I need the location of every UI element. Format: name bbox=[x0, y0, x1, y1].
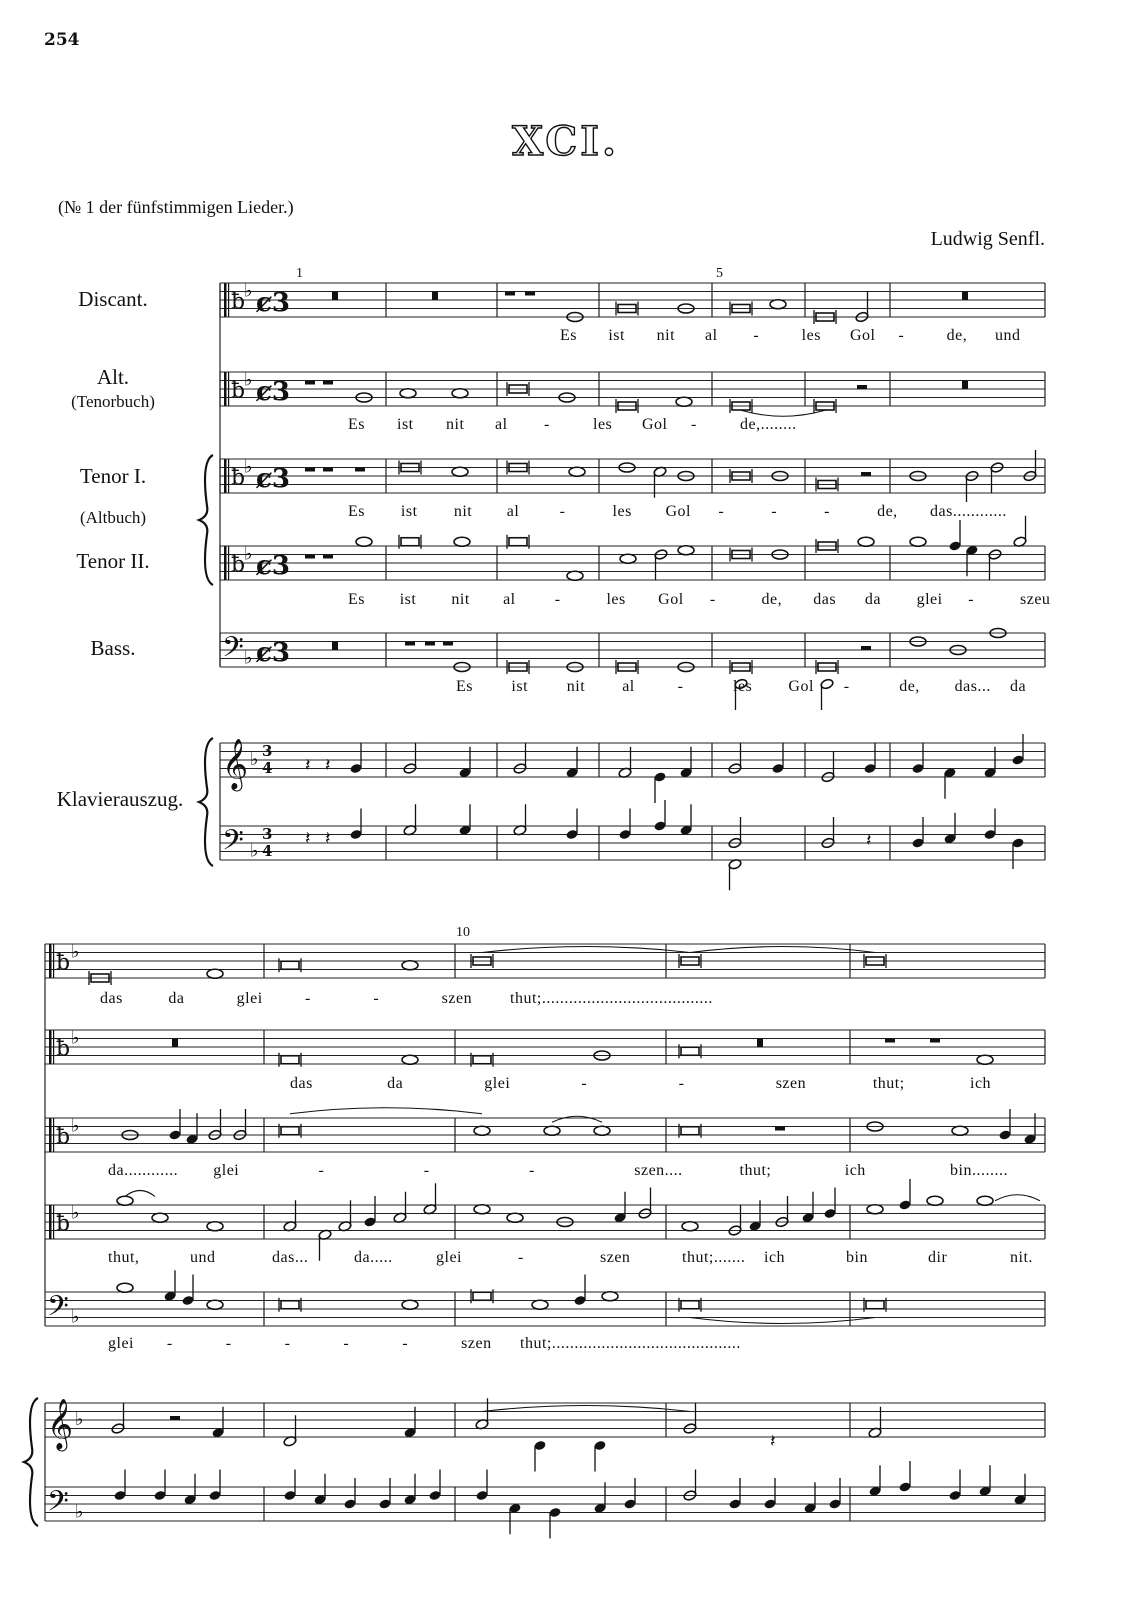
c-clef-icon bbox=[49, 1205, 52, 1239]
tie-icon bbox=[482, 947, 690, 953]
part-sublabel-tenorbuch: (Tenorbuch) bbox=[71, 392, 155, 411]
lyric-s1-bass-syllable: - bbox=[843, 678, 850, 695]
lyric-s1-tenor2-syllable: Es bbox=[348, 591, 365, 608]
flat-icon: ♭ bbox=[244, 280, 253, 302]
lyric-s1-alt-syllable: ist bbox=[397, 416, 414, 433]
whole-note-icon bbox=[977, 1055, 993, 1064]
lyric-s2-tenor2-syllable: da..... bbox=[354, 1249, 393, 1266]
lyric-s1-tenor1-syllable: das............ bbox=[930, 503, 1007, 520]
breve-note-icon bbox=[401, 538, 419, 546]
bass-clef-icon: 𝄢 bbox=[222, 823, 244, 864]
measure-number-1: 1 bbox=[296, 266, 303, 281]
lyric-s2-tenor1-syllable: szen.... bbox=[634, 1162, 683, 1179]
lyric-s2-tenor1-syllable: ich bbox=[844, 1162, 866, 1179]
lyric-s1-discant-syllable: Gol bbox=[850, 327, 876, 344]
whole-rest-icon bbox=[323, 468, 333, 472]
c-clef-icon bbox=[224, 283, 227, 317]
lyric-s1-tenor1-syllable: Es bbox=[348, 503, 365, 520]
flat-icon: ♭ bbox=[250, 840, 259, 862]
whole-note-icon bbox=[117, 1283, 133, 1292]
whole-note-icon bbox=[977, 1196, 993, 1205]
c-clef-icon bbox=[49, 1118, 52, 1152]
part-label-tenor1: Tenor I. bbox=[79, 464, 147, 488]
piece-title: XCI. bbox=[512, 118, 619, 165]
whole-note-icon bbox=[207, 969, 223, 978]
lyric-s1-discant-syllable: les bbox=[801, 327, 821, 344]
tie-icon bbox=[290, 1108, 482, 1114]
whole-note-icon bbox=[452, 467, 468, 476]
lyric-s1-bass-syllable: les bbox=[733, 678, 753, 695]
lyric-s2-alt-syllable: da bbox=[387, 1075, 404, 1092]
lyric-s2-tenor1-syllable: - bbox=[529, 1162, 535, 1179]
whole-note-icon bbox=[682, 1222, 698, 1231]
whole-note-icon bbox=[927, 1196, 943, 1205]
lyric-s1-tenor2-syllable: nit bbox=[451, 591, 470, 608]
whole-note-icon bbox=[402, 1300, 418, 1309]
half-rest-icon bbox=[857, 385, 867, 389]
breve-note-icon bbox=[509, 538, 527, 546]
lyric-s2-alt-syllable: thut; bbox=[872, 1075, 905, 1092]
breve-note-icon bbox=[473, 1292, 491, 1300]
lyric-s1-bass-syllable: al bbox=[622, 678, 635, 695]
brace-icon bbox=[24, 1398, 38, 1526]
lyric-s1-alt-syllable: nit bbox=[446, 416, 465, 433]
quarter-rest-icon: 𝄽 bbox=[325, 828, 331, 849]
tie-icon bbox=[690, 947, 875, 953]
whole-rest-icon bbox=[525, 292, 535, 296]
quarter-rest-icon: 𝄽 bbox=[305, 755, 311, 776]
lyric-s1-bass-syllable: da bbox=[1010, 678, 1027, 695]
lyric-s2-tenor2-syllable: - bbox=[518, 1249, 524, 1266]
lyric-s2-tenor2-syllable: nit. bbox=[1010, 1249, 1033, 1266]
breve-note-icon bbox=[681, 1301, 699, 1309]
lyric-s1-tenor2-syllable: de, bbox=[761, 591, 783, 608]
lyric-s1-discant-syllable: - bbox=[898, 327, 905, 344]
part-sublabel-altbuch: (Altbuch) bbox=[79, 508, 147, 527]
whole-note-icon bbox=[867, 1205, 883, 1214]
brace-icon bbox=[199, 455, 213, 585]
whole-note-icon bbox=[594, 1126, 610, 1135]
flat-icon: ♭ bbox=[71, 941, 80, 963]
lyric-s2-bass-syllable: szen bbox=[461, 1335, 492, 1352]
whole-note-icon bbox=[402, 1055, 418, 1064]
lyric-s1-bass-syllable: Es bbox=[456, 678, 473, 695]
lyric-s1-tenor1-syllable: - bbox=[559, 503, 566, 520]
half-rest-icon bbox=[170, 1416, 180, 1420]
flat-icon: ♭ bbox=[244, 543, 253, 565]
lyric-s1-tenor1-syllable: - bbox=[824, 503, 830, 520]
lyric-s1-tenor1-syllable: - bbox=[771, 503, 778, 520]
lyric-s2-discant-syllable: das bbox=[100, 990, 123, 1007]
breve-note-icon bbox=[281, 1056, 299, 1064]
lyric-s2-alt-syllable: - bbox=[678, 1075, 685, 1092]
bass-clef-icon: 𝄢 bbox=[47, 1484, 69, 1525]
whole-note-icon bbox=[207, 1222, 223, 1231]
lyric-s2-bass-syllable: - bbox=[284, 1335, 291, 1352]
whole-rest-icon bbox=[323, 381, 333, 385]
flat-icon: ♭ bbox=[244, 369, 253, 391]
lyric-s1-tenor2-syllable: - bbox=[709, 591, 716, 608]
whole-note-icon bbox=[952, 1126, 968, 1135]
lyric-s2-tenor2-syllable: szen bbox=[600, 1249, 631, 1266]
lyric-s1-tenor2-syllable: les bbox=[606, 591, 626, 608]
lyric-s2-discant-syllable: glei bbox=[236, 990, 263, 1007]
half-rest-icon bbox=[861, 646, 871, 650]
quarter-rest-icon: 𝄽 bbox=[305, 828, 311, 849]
breve-note-icon bbox=[866, 1301, 884, 1309]
breve-note-icon bbox=[681, 1127, 699, 1135]
whole-note-icon bbox=[532, 1300, 548, 1309]
half-rest-icon bbox=[861, 472, 871, 476]
c-clef-icon bbox=[53, 944, 54, 978]
c-clef-icon: ƀ bbox=[56, 1124, 71, 1150]
time-signature-icon: 3 bbox=[262, 825, 273, 843]
time-signature-icon: ȼ3 bbox=[256, 288, 290, 319]
whole-note-icon bbox=[678, 546, 694, 555]
breve-rest-icon bbox=[962, 292, 968, 301]
breve-rest-icon bbox=[432, 292, 438, 301]
lyric-s1-alt-syllable: Es bbox=[348, 416, 365, 433]
lyric-s2-tenor2-syllable: ich bbox=[764, 1249, 786, 1266]
whole-note-icon bbox=[452, 389, 468, 398]
lyric-s1-discant-syllable: al bbox=[705, 327, 718, 344]
flat-icon: ♭ bbox=[244, 647, 253, 669]
lyric-s1-bass-syllable: nit bbox=[566, 678, 586, 695]
lyric-s2-tenor1-syllable: da............ bbox=[108, 1162, 179, 1179]
c-clef-icon: ƀ bbox=[56, 1211, 71, 1237]
lyric-s1-alt-syllable: - bbox=[544, 416, 550, 433]
lyric-s1-alt-syllable: - bbox=[691, 416, 697, 433]
lyric-s1-tenor2-syllable: ist bbox=[399, 591, 417, 608]
time-signature-icon: ȼ3 bbox=[256, 551, 290, 582]
whole-note-icon bbox=[474, 1126, 490, 1135]
quarter-rest-icon: 𝄽 bbox=[770, 1431, 776, 1452]
lyric-s2-discant-syllable: - bbox=[373, 990, 380, 1007]
lyric-s1-tenor1-syllable: Gol bbox=[665, 503, 691, 520]
breve-rest-icon bbox=[332, 642, 338, 651]
whole-rest-icon bbox=[405, 642, 415, 646]
time-signature-icon: 4 bbox=[262, 842, 273, 860]
lyric-s2-discant-syllable: thut;...................................... bbox=[510, 990, 713, 1007]
lyric-s1-tenor1-syllable: - bbox=[718, 503, 725, 520]
lyric-s1-alt-syllable: les bbox=[593, 416, 613, 433]
breve-note-icon bbox=[681, 1047, 699, 1055]
c-clef-icon bbox=[224, 546, 227, 580]
whole-note-icon bbox=[569, 467, 585, 476]
flat-icon: ♭ bbox=[75, 1501, 84, 1523]
quarter-rest-icon: 𝄽 bbox=[325, 755, 331, 776]
breve-note-icon bbox=[473, 1056, 491, 1064]
lyric-s1-discant-syllable: ist bbox=[608, 327, 625, 344]
lyric-s2-bass-syllable: - bbox=[166, 1335, 173, 1352]
lyric-s1-tenor1-syllable: les bbox=[612, 503, 632, 520]
whole-rest-icon bbox=[930, 1039, 940, 1043]
treble-clef-icon: 𝄞 bbox=[47, 1398, 74, 1450]
lyric-s2-tenor2-syllable: thut, bbox=[108, 1249, 140, 1266]
whole-rest-icon bbox=[443, 642, 453, 646]
lyric-s2-alt-syllable: - bbox=[581, 1075, 588, 1092]
lyric-s1-discant-syllable: und bbox=[995, 327, 1021, 344]
lyric-s1-alt-syllable: de,........ bbox=[740, 416, 797, 433]
lyric-s1-tenor2-syllable: - bbox=[968, 591, 975, 608]
breve-rest-icon bbox=[172, 1039, 178, 1048]
lyric-s2-tenor1-syllable: - bbox=[423, 1162, 430, 1179]
whole-rest-icon bbox=[305, 468, 315, 472]
c-clef-icon bbox=[53, 1030, 54, 1064]
breve-rest-icon bbox=[962, 381, 968, 390]
c-clef-icon: ƀ bbox=[231, 552, 246, 578]
brace-icon bbox=[199, 738, 213, 866]
whole-note-icon bbox=[400, 389, 416, 398]
c-clef-icon bbox=[224, 372, 227, 406]
c-clef-icon bbox=[228, 283, 229, 317]
lyric-s1-discant-syllable: de, bbox=[946, 327, 968, 344]
lyric-s1-alt-syllable: Gol bbox=[642, 416, 668, 433]
lyric-s1-bass-syllable: das... bbox=[954, 678, 991, 695]
time-signature-icon: ȼ3 bbox=[256, 638, 290, 669]
tie-icon bbox=[995, 1195, 1040, 1201]
lyric-s1-bass-syllable: - bbox=[677, 678, 684, 695]
lyric-s2-bass-syllable: glei bbox=[108, 1335, 134, 1352]
lyric-s2-alt-syllable: szen bbox=[775, 1075, 807, 1092]
lyric-s2-tenor1-syllable: - bbox=[318, 1162, 325, 1179]
breve-note-icon bbox=[281, 961, 299, 969]
lyric-s2-tenor2-syllable: dir bbox=[928, 1249, 948, 1266]
time-signature-icon: 3 bbox=[262, 742, 273, 760]
part-label-bass: Bass. bbox=[90, 636, 136, 660]
flat-icon: ♭ bbox=[75, 1409, 84, 1430]
c-clef-icon: ƀ bbox=[56, 1036, 71, 1062]
lyric-s1-tenor2-syllable: glei bbox=[916, 591, 943, 608]
flat-icon: ♭ bbox=[71, 1027, 80, 1049]
whole-rest-icon bbox=[323, 555, 333, 559]
whole-note-icon bbox=[207, 1300, 223, 1309]
lyric-s1-tenor2-syllable: das bbox=[813, 591, 837, 608]
lyric-s1-discant-syllable: Es bbox=[560, 327, 577, 344]
breve-rest-icon bbox=[332, 292, 338, 301]
lyric-s1-discant-syllable: nit bbox=[656, 327, 676, 344]
c-clef-icon bbox=[53, 1118, 54, 1152]
lyric-s2-tenor2-syllable: bin bbox=[846, 1249, 868, 1266]
lyric-s1-bass-syllable: Gol bbox=[788, 678, 814, 695]
lyric-s1-bass-syllable: de, bbox=[899, 678, 920, 695]
lyric-s2-alt-syllable: glei bbox=[484, 1075, 511, 1092]
whole-rest-icon bbox=[505, 292, 515, 296]
c-clef-icon bbox=[228, 459, 229, 493]
lyric-s2-bass-syllable: - bbox=[402, 1335, 409, 1352]
lyric-s1-tenor1-syllable: al bbox=[506, 503, 520, 520]
tie-icon bbox=[125, 1191, 155, 1197]
c-clef-icon: ƀ bbox=[231, 378, 246, 404]
whole-note-icon bbox=[356, 537, 372, 546]
c-clef-icon bbox=[49, 1030, 52, 1064]
lyric-s2-tenor1-syllable: glei bbox=[213, 1162, 240, 1179]
c-clef-icon bbox=[228, 546, 229, 580]
flat-icon: ♭ bbox=[250, 749, 259, 770]
lyric-s1-tenor2-syllable: al bbox=[503, 591, 516, 608]
lyric-s1-tenor2-syllable: da bbox=[864, 591, 882, 608]
page-number: 254 bbox=[44, 30, 80, 50]
composer-name: Ludwig Senfl. bbox=[930, 228, 1045, 250]
whole-rest-icon bbox=[355, 468, 365, 472]
whole-note-icon bbox=[544, 1126, 560, 1135]
flat-icon: ♭ bbox=[71, 1202, 80, 1224]
lyric-s2-discant-syllable: szen bbox=[441, 990, 473, 1007]
c-clef-icon bbox=[228, 372, 229, 406]
tie-icon bbox=[482, 1406, 690, 1412]
measure-number-5: 5 bbox=[716, 266, 723, 281]
time-signature-icon: 4 bbox=[262, 759, 273, 777]
part-label-alt: Alt. bbox=[96, 365, 130, 389]
lyric-s2-discant-syllable: - bbox=[305, 990, 311, 1007]
lyric-s1-tenor1-syllable: ist bbox=[400, 503, 418, 520]
whole-note-icon bbox=[770, 300, 786, 309]
lyric-s1-tenor2-syllable: Gol bbox=[658, 591, 684, 608]
c-clef-icon bbox=[224, 459, 227, 493]
lyric-s1-discant-syllable: - bbox=[753, 327, 760, 344]
whole-note-icon bbox=[454, 537, 470, 546]
treble-clef-icon: 𝄞 bbox=[222, 738, 249, 790]
c-clef-icon: ƀ bbox=[231, 289, 246, 315]
whole-note-icon bbox=[402, 961, 418, 970]
breve-note-icon bbox=[281, 1127, 299, 1135]
lyric-s1-tenor2-syllable: - bbox=[554, 591, 561, 608]
whole-note-icon bbox=[676, 397, 692, 406]
lyric-s1-tenor1-syllable: nit bbox=[453, 503, 473, 520]
whole-note-icon bbox=[567, 571, 583, 580]
whole-rest-icon bbox=[305, 381, 315, 385]
lyric-s1-tenor1-syllable: de, bbox=[877, 503, 898, 520]
lyric-s2-alt-syllable: ich bbox=[970, 1075, 992, 1092]
time-signature-icon: ȼ3 bbox=[256, 464, 290, 495]
flat-icon: ♭ bbox=[244, 456, 253, 478]
c-clef-icon: ƀ bbox=[56, 950, 71, 976]
flat-icon: ♭ bbox=[71, 1115, 80, 1137]
part-label-discant: Discant. bbox=[78, 287, 148, 311]
lyric-s1-alt-syllable: al bbox=[495, 416, 508, 433]
whole-note-icon bbox=[474, 1205, 490, 1214]
whole-rest-icon bbox=[305, 555, 315, 559]
lyric-s2-bass-syllable: - bbox=[343, 1335, 350, 1352]
whole-note-icon bbox=[620, 554, 636, 563]
lyric-s2-tenor1-syllable: bin........ bbox=[950, 1162, 1008, 1179]
whole-note-icon bbox=[152, 1213, 168, 1222]
time-signature-icon: ȼ3 bbox=[256, 377, 290, 408]
whole-note-icon bbox=[507, 1213, 523, 1222]
whole-rest-icon bbox=[775, 1127, 785, 1131]
lyric-s1-bass-syllable: ist bbox=[511, 678, 529, 695]
lyric-s2-bass-syllable: - bbox=[225, 1335, 232, 1352]
lyric-s2-tenor2-syllable: das... bbox=[272, 1249, 309, 1266]
measure-number-10: 10 bbox=[456, 925, 470, 940]
part-label-tenor2: Tenor II. bbox=[76, 549, 150, 573]
c-clef-icon bbox=[53, 1205, 54, 1239]
lyric-s2-tenor2-syllable: und bbox=[190, 1249, 216, 1266]
lyric-s2-tenor2-syllable: thut;....... bbox=[682, 1249, 746, 1266]
breve-note-icon bbox=[281, 1301, 299, 1309]
tie-icon bbox=[552, 1116, 602, 1122]
lyric-s1-tenor2-syllable: szeu bbox=[1020, 591, 1051, 608]
c-clef-icon bbox=[49, 944, 52, 978]
tie-icon bbox=[690, 1318, 875, 1324]
flat-icon: ♭ bbox=[71, 1306, 80, 1328]
part-label-piano: Klavierauszug. bbox=[56, 787, 184, 811]
whole-note-icon bbox=[117, 1196, 133, 1205]
lyric-s2-alt-syllable: das bbox=[290, 1075, 313, 1092]
lyric-s2-tenor1-syllable: thut; bbox=[739, 1162, 772, 1179]
whole-note-icon bbox=[910, 537, 926, 546]
piece-subtitle: (№ 1 der fünfstimmigen Lieder.) bbox=[58, 197, 294, 217]
whole-rest-icon bbox=[425, 642, 435, 646]
lyric-s2-bass-syllable: thut;.......................................... bbox=[520, 1335, 741, 1352]
c-clef-icon: ƀ bbox=[231, 465, 246, 491]
tie-icon bbox=[741, 410, 825, 416]
lyric-s2-discant-syllable: da bbox=[168, 990, 185, 1007]
lyric-s2-tenor2-syllable: glei bbox=[436, 1249, 462, 1266]
bass-clef-icon: 𝄢 bbox=[47, 1289, 69, 1330]
whole-rest-icon bbox=[885, 1039, 895, 1043]
quarter-rest-icon: 𝄽 bbox=[866, 830, 872, 851]
whole-note-icon bbox=[858, 537, 874, 546]
whole-note-icon bbox=[602, 1292, 618, 1301]
breve-rest-icon bbox=[757, 1039, 763, 1048]
bass-clef-icon: 𝄢 bbox=[222, 630, 244, 671]
